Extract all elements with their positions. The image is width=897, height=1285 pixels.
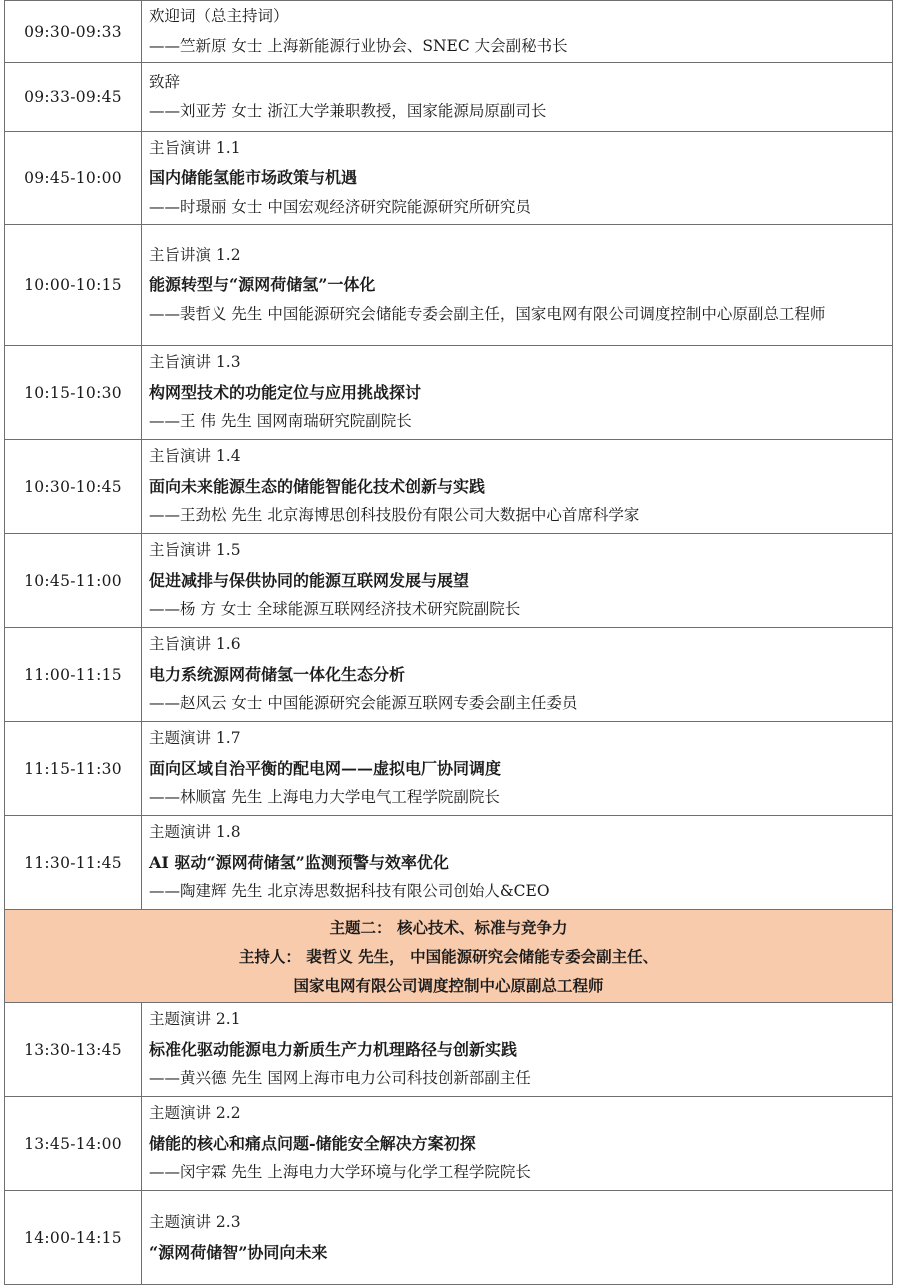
content-cell	[142, 534, 893, 628]
table-row	[5, 63, 893, 132]
content-cell	[142, 63, 893, 132]
time-cell: 10:00-10:15	[5, 225, 142, 346]
speaker-line: ——刘亚芳 女士 浙江大学兼职教授，国家能源局原副司长	[149, 102, 547, 120]
table-row	[5, 1003, 893, 1097]
talk-title: AI 驱动“源网荷储氢”监测预警与效率优化	[149, 852, 449, 872]
section-host-continued: 国家电网有限公司调度控制中心原副总工程师	[293, 975, 604, 995]
time-cell: 10:45-11:00	[5, 534, 142, 628]
time-cell: 09:33-09:45	[5, 63, 142, 132]
speaker-line: ——王 伟 先生 国网南瑞研究院副院长	[149, 412, 412, 431]
talk-title: 能源转型与“源网荷储氢”一体化	[149, 275, 376, 295]
table-row	[5, 132, 893, 225]
content-cell	[142, 722, 893, 816]
talk-label: 主题演讲 1.8	[149, 823, 241, 842]
table-row	[5, 1, 893, 63]
talk-title: 国内储能氢能市场政策与机遇	[149, 168, 358, 188]
talk-label: 主题演讲 2.3	[149, 1213, 241, 1231]
talk-label: 主旨演讲 1.1	[149, 138, 241, 157]
content-cell	[142, 440, 893, 534]
time-cell: 09:30-09:33	[5, 1, 142, 63]
table-row	[5, 346, 893, 440]
talk-label: 主旨讲演 1.2	[149, 245, 241, 264]
talk-title: 标准化驱动能源电力新质生产力机理路径与创新实践	[149, 1039, 518, 1059]
table-row	[5, 1191, 893, 1285]
schedule-table	[4, 0, 893, 1285]
talk-title: 面向区域自治平衡的配电网——虚拟电厂协同调度	[149, 758, 502, 778]
content-cell	[142, 1, 893, 63]
section-host: 主持人： 裴哲义 先生， 中国能源研究会储能专委会副主任、	[238, 946, 659, 966]
speaker-line: ——王劲松 先生 北京海博思创科技股份有限公司大数据中心首席科学家	[149, 506, 640, 525]
talk-label: 主旨演讲 1.4	[149, 447, 241, 466]
session-title: 欢迎词（总主持词）	[149, 7, 289, 25]
time-cell: 11:30-11:45	[5, 816, 142, 910]
time-cell: 13:45-14:00	[5, 1097, 142, 1191]
session-title: 致辞	[149, 72, 181, 91]
table-row	[5, 1097, 893, 1191]
talk-title: 面向未来能源生态的储能智能化技术创新与实践	[149, 476, 486, 496]
table-row	[5, 816, 893, 910]
speaker-line: ——林顺富 先生 上海电力大学电气工程学院副院长	[149, 788, 500, 807]
time-cell: 10:15-10:30	[5, 346, 142, 440]
talk-label: 主旨演讲 1.5	[149, 541, 241, 560]
talk-title: 促进减排与保供协同的能源互联网发展与展望	[149, 570, 470, 590]
time-cell: 09:45-10:00	[5, 132, 142, 225]
time-cell: 10:30-10:45	[5, 440, 142, 534]
talk-title: 电力系统源网荷储氢一体化生态分析	[149, 664, 406, 684]
content-cell	[142, 628, 893, 722]
table-row	[5, 628, 893, 722]
talk-label: 主题演讲 2.1	[149, 1010, 241, 1029]
content-cell	[142, 1191, 893, 1285]
talk-label: 主旨演讲 1.6	[149, 635, 241, 654]
speaker-line: ——裴哲义 先生 中国能源研究会储能专委会副主任，国家电网有限公司调度控制中心原副总工程师	[149, 304, 826, 323]
speaker-line: ——黄兴德 先生 国网上海市电力公司科技创新部副主任	[149, 1069, 531, 1088]
talk-label: 主题演讲 2.2	[149, 1104, 241, 1123]
content-cell	[142, 346, 893, 440]
speaker-line: ——竺新原 女士 上海新能源行业协会、SNEC 大会副秘书长	[149, 36, 568, 55]
section-header-row	[5, 910, 893, 1003]
table-row	[5, 225, 893, 346]
table-row	[5, 440, 893, 534]
section-header-cell	[5, 910, 893, 1003]
speaker-line: ——赵风云 女士 中国能源研究会能源互联网专委会副主任委员	[149, 694, 578, 713]
speaker-line: ——闵宇霖 先生 上海电力大学环境与化学工程学院院长	[149, 1163, 531, 1182]
talk-label: 主旨演讲 1.3	[149, 353, 241, 372]
talk-title: 储能的核心和痛点问题-储能安全解决方案初探	[149, 1133, 476, 1153]
speaker-line: ——陶建辉 先生 北京涛思数据科技有限公司创始人&CEO	[149, 882, 550, 901]
table-row	[5, 722, 893, 816]
content-cell	[142, 1003, 893, 1097]
talk-label: 主题演讲 1.7	[149, 729, 241, 748]
time-cell: 11:00-11:15	[5, 628, 142, 722]
section-theme: 主题二： 核心技术、标准与竞争力	[329, 917, 568, 937]
time-cell: 13:30-13:45	[5, 1003, 142, 1097]
talk-title: 构网型技术的功能定位与应用挑战探讨	[149, 382, 422, 402]
content-cell	[142, 132, 893, 225]
speaker-line: ——时璟丽 女士 中国宏观经济研究院能源研究所研究员	[149, 197, 531, 216]
speaker-line: ——杨 方 女士 全球能源互联网经济技术研究院副院长	[149, 600, 521, 619]
table-row	[5, 534, 893, 628]
content-cell	[142, 1097, 893, 1191]
time-cell: 11:15-11:30	[5, 722, 142, 816]
content-cell	[142, 816, 893, 910]
time-cell: 14:00-14:15	[5, 1191, 142, 1285]
content-cell	[142, 225, 893, 346]
talk-title: “源网荷储智”协同向未来	[149, 1242, 328, 1262]
